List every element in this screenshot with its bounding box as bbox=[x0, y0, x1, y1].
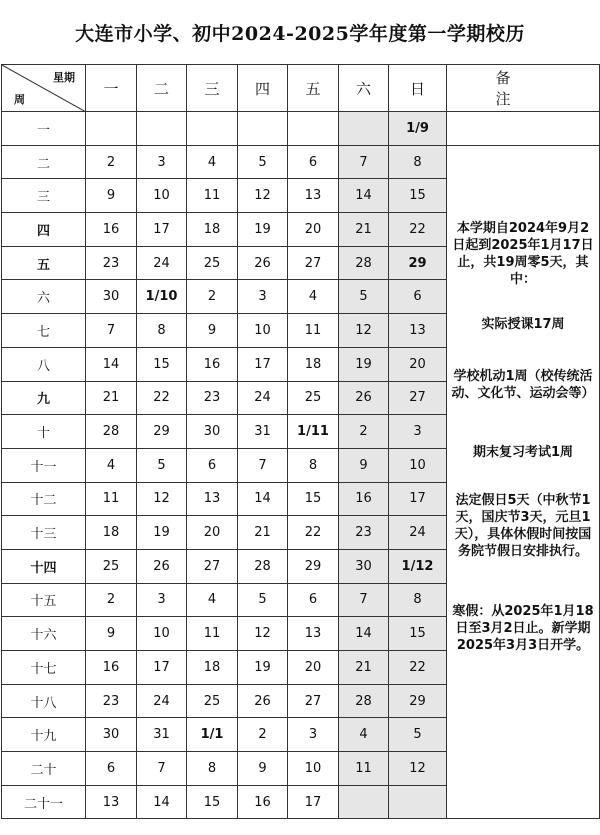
week-number-cell: 十八 bbox=[2, 684, 86, 718]
day-cell: 6 bbox=[86, 752, 137, 786]
day-cell: 4 bbox=[187, 583, 238, 617]
day-cell: 29 bbox=[288, 549, 339, 583]
day-cell: 5 bbox=[389, 718, 447, 752]
day-cell: 15 bbox=[137, 347, 187, 381]
week-number-cell: 七 bbox=[2, 314, 86, 348]
day-cell: 10 bbox=[389, 448, 447, 482]
day-cell: 17 bbox=[137, 213, 187, 247]
day-cell: 18 bbox=[187, 213, 238, 247]
day-cell: 12 bbox=[389, 752, 447, 786]
day-cell: 2 bbox=[86, 583, 137, 617]
day-cell: 18 bbox=[288, 347, 339, 381]
remarks-blank-cell bbox=[447, 112, 600, 146]
day-cell: 26 bbox=[238, 246, 288, 280]
day-cell: 18 bbox=[187, 651, 238, 685]
day-cell: 23 bbox=[339, 516, 389, 550]
day-cell: 6 bbox=[389, 280, 447, 314]
day-cell: 9 bbox=[339, 448, 389, 482]
table-row bbox=[2, 112, 600, 146]
day-cell: 21 bbox=[86, 381, 137, 415]
remark-paragraph: 本学期自2024年9月2日起到2025年1月17日止，共19周零5天，其中： bbox=[452, 220, 594, 287]
week-number-cell: 八 bbox=[2, 347, 86, 381]
day-cell: 23 bbox=[187, 381, 238, 415]
week-number-cell: 十六 bbox=[2, 617, 86, 651]
day-cell: 26 bbox=[339, 381, 389, 415]
day-cell: 31 bbox=[137, 718, 187, 752]
week-number-cell: 十 bbox=[2, 415, 86, 449]
day-cell: 14 bbox=[339, 617, 389, 651]
day-cell: 29 bbox=[137, 415, 187, 449]
day-cell: 8 bbox=[288, 448, 339, 482]
remark-paragraph: 学校机动1周（校传统活动、文化节、运动会等） bbox=[451, 368, 595, 401]
day-cell: 22 bbox=[137, 381, 187, 415]
day-cell: 12 bbox=[339, 314, 389, 348]
day-cell: 7 bbox=[137, 752, 187, 786]
day-header-thu: 四 bbox=[238, 65, 288, 112]
day-cell: 5 bbox=[137, 448, 187, 482]
day-cell: 2 bbox=[86, 145, 137, 179]
day-cell: 1/10 bbox=[137, 280, 187, 314]
day-cell: 24 bbox=[238, 381, 288, 415]
day-cell: 18 bbox=[86, 516, 137, 550]
day-cell: 9 bbox=[238, 752, 288, 786]
day-cell: 1/12 bbox=[389, 549, 447, 583]
day-cell: 30 bbox=[86, 280, 137, 314]
day-cell: 3 bbox=[288, 718, 339, 752]
day-cell: 1/11 bbox=[288, 415, 339, 449]
day-cell: 30 bbox=[339, 549, 389, 583]
remark-paragraph: 寒假：从2025年1月18日至3月2日止。新学期2025年3月3日开学。 bbox=[452, 603, 594, 653]
day-cell: 28 bbox=[339, 684, 389, 718]
day-cell: 31 bbox=[238, 415, 288, 449]
day-cell: 28 bbox=[86, 415, 137, 449]
day-cell: 8 bbox=[389, 145, 447, 179]
day-cell: 12 bbox=[238, 179, 288, 213]
day-cell: 19 bbox=[339, 347, 389, 381]
day-cell bbox=[238, 112, 288, 146]
day-cell: 8 bbox=[137, 314, 187, 348]
day-cell: 8 bbox=[389, 583, 447, 617]
day-cell: 9 bbox=[86, 179, 137, 213]
day-cell: 28 bbox=[339, 246, 389, 280]
day-cell: 20 bbox=[288, 651, 339, 685]
day-cell: 22 bbox=[389, 213, 447, 247]
day-cell: 25 bbox=[187, 684, 238, 718]
remark-paragraph: 实际授课17周 bbox=[481, 316, 565, 332]
day-cell: 21 bbox=[339, 213, 389, 247]
day-cell: 3 bbox=[238, 280, 288, 314]
day-header-wed: 三 bbox=[187, 65, 238, 112]
week-number-cell: 五 bbox=[2, 246, 86, 280]
day-cell: 9 bbox=[86, 617, 137, 651]
week-number-cell: 九 bbox=[2, 381, 86, 415]
day-cell: 27 bbox=[288, 684, 339, 718]
day-cell: 16 bbox=[187, 347, 238, 381]
day-header-sat: 六 bbox=[339, 65, 389, 112]
week-number-cell: 十九 bbox=[2, 718, 86, 752]
day-cell: 27 bbox=[288, 246, 339, 280]
day-cell: 5 bbox=[339, 280, 389, 314]
day-cell: 16 bbox=[86, 651, 137, 685]
day-cell: 22 bbox=[288, 516, 339, 550]
day-cell: 7 bbox=[339, 583, 389, 617]
week-number-cell: 十一 bbox=[2, 448, 86, 482]
day-cell: 6 bbox=[288, 583, 339, 617]
day-cell: 6 bbox=[288, 145, 339, 179]
day-header-fri: 五 bbox=[288, 65, 339, 112]
corner-header bbox=[2, 65, 86, 112]
day-cell: 15 bbox=[288, 482, 339, 516]
day-header-mon: 一 bbox=[86, 65, 137, 112]
day-cell: 10 bbox=[137, 179, 187, 213]
day-cell: 25 bbox=[288, 381, 339, 415]
day-cell: 6 bbox=[187, 448, 238, 482]
day-cell: 17 bbox=[288, 785, 339, 819]
day-cell: 24 bbox=[137, 246, 187, 280]
week-number-cell: 四 bbox=[2, 213, 86, 247]
day-cell: 23 bbox=[86, 684, 137, 718]
day-cell: 5 bbox=[238, 583, 288, 617]
day-cell: 3 bbox=[389, 415, 447, 449]
day-cell: 7 bbox=[339, 145, 389, 179]
day-cell: 19 bbox=[137, 516, 187, 550]
remark-paragraph: 法定假日5天（中秋节1天，国庆节3天，元旦1天），具体休假时间按国务院节假日安排执行。 bbox=[454, 492, 592, 559]
day-cell: 4 bbox=[339, 718, 389, 752]
day-cell: 8 bbox=[187, 752, 238, 786]
day-cell: 22 bbox=[389, 651, 447, 685]
week-number-cell: 二 bbox=[2, 145, 86, 179]
remarks-header: 备 注 bbox=[447, 65, 600, 112]
day-cell: 7 bbox=[86, 314, 137, 348]
remark-paragraph: 期末复习考试1周 bbox=[472, 444, 574, 460]
day-cell: 1/9 bbox=[389, 112, 447, 146]
day-cell: 12 bbox=[137, 482, 187, 516]
day-cell bbox=[339, 785, 389, 819]
day-cell: 2 bbox=[339, 415, 389, 449]
day-cell: 19 bbox=[238, 213, 288, 247]
day-cell: 26 bbox=[238, 684, 288, 718]
day-header-sun: 日 bbox=[389, 65, 447, 112]
day-cell: 30 bbox=[187, 415, 238, 449]
day-cell: 13 bbox=[389, 314, 447, 348]
header-row bbox=[2, 65, 600, 112]
day-cell: 16 bbox=[339, 482, 389, 516]
day-cell: 24 bbox=[389, 516, 447, 550]
day-cell: 14 bbox=[86, 347, 137, 381]
day-cell: 17 bbox=[238, 347, 288, 381]
day-cell: 7 bbox=[238, 448, 288, 482]
week-number-cell: 二十 bbox=[2, 752, 86, 786]
week-number-cell: 十三 bbox=[2, 516, 86, 550]
day-cell: 25 bbox=[187, 246, 238, 280]
week-number-cell: 六 bbox=[2, 280, 86, 314]
day-cell: 26 bbox=[137, 549, 187, 583]
day-cell: 10 bbox=[137, 617, 187, 651]
day-cell: 13 bbox=[288, 179, 339, 213]
day-cell: 27 bbox=[187, 549, 238, 583]
day-cell: 14 bbox=[137, 785, 187, 819]
day-cell: 11 bbox=[339, 752, 389, 786]
day-header-tue: 二 bbox=[137, 65, 187, 112]
day-cell: 2 bbox=[238, 718, 288, 752]
day-cell: 15 bbox=[187, 785, 238, 819]
day-cell bbox=[389, 785, 447, 819]
day-cell: 14 bbox=[339, 179, 389, 213]
day-cell: 24 bbox=[137, 684, 187, 718]
day-cell: 21 bbox=[339, 651, 389, 685]
day-cell: 17 bbox=[137, 651, 187, 685]
calendar-body bbox=[2, 112, 600, 819]
day-cell bbox=[137, 112, 187, 146]
remarks-cell bbox=[447, 145, 600, 819]
day-cell: 13 bbox=[187, 482, 238, 516]
day-cell: 19 bbox=[238, 651, 288, 685]
day-cell: 20 bbox=[187, 516, 238, 550]
day-cell: 20 bbox=[288, 213, 339, 247]
day-cell: 2 bbox=[187, 280, 238, 314]
day-cell bbox=[288, 112, 339, 146]
day-cell: 11 bbox=[187, 617, 238, 651]
day-cell: 27 bbox=[389, 381, 447, 415]
day-cell: 11 bbox=[187, 179, 238, 213]
day-cell: 25 bbox=[86, 549, 137, 583]
day-cell: 4 bbox=[288, 280, 339, 314]
day-cell: 15 bbox=[389, 179, 447, 213]
day-cell: 3 bbox=[137, 145, 187, 179]
day-cell: 23 bbox=[86, 246, 137, 280]
table-row bbox=[2, 145, 600, 179]
corner-weekday-label: 星期 bbox=[53, 71, 75, 84]
week-number-cell: 十二 bbox=[2, 482, 86, 516]
day-cell: 20 bbox=[389, 347, 447, 381]
day-cell: 9 bbox=[187, 314, 238, 348]
day-cell: 11 bbox=[86, 482, 137, 516]
day-cell: 14 bbox=[238, 482, 288, 516]
day-cell: 17 bbox=[389, 482, 447, 516]
day-cell: 21 bbox=[238, 516, 288, 550]
day-cell: 15 bbox=[389, 617, 447, 651]
day-cell: 13 bbox=[288, 617, 339, 651]
week-number-cell: 十五 bbox=[2, 583, 86, 617]
day-cell: 4 bbox=[86, 448, 137, 482]
day-cell: 4 bbox=[187, 145, 238, 179]
day-cell: 16 bbox=[238, 785, 288, 819]
week-number-cell: 二十一 bbox=[2, 785, 86, 819]
corner-week-label: 周 bbox=[14, 93, 25, 106]
day-cell: 1/1 bbox=[187, 718, 238, 752]
day-cell: 3 bbox=[137, 583, 187, 617]
week-number-cell: 三 bbox=[2, 179, 86, 213]
day-cell: 29 bbox=[389, 684, 447, 718]
day-cell: 13 bbox=[86, 785, 137, 819]
day-cell: 5 bbox=[238, 145, 288, 179]
day-cell: 28 bbox=[238, 549, 288, 583]
day-cell: 12 bbox=[238, 617, 288, 651]
day-cell: 30 bbox=[86, 718, 137, 752]
day-cell: 10 bbox=[238, 314, 288, 348]
week-number-cell: 十七 bbox=[2, 651, 86, 685]
day-cell: 10 bbox=[288, 752, 339, 786]
day-cell: 29 bbox=[389, 246, 447, 280]
day-cell bbox=[86, 112, 137, 146]
day-cell: 16 bbox=[86, 213, 137, 247]
day-cell bbox=[339, 112, 389, 146]
day-cell bbox=[187, 112, 238, 146]
week-number-cell: 十四 bbox=[2, 549, 86, 583]
school-calendar-table bbox=[1, 64, 600, 819]
page-title: 大连市小学、初中2024-2025学年度第一学期校历 bbox=[75, 22, 525, 45]
week-number-cell: 一 bbox=[2, 112, 86, 146]
day-cell: 11 bbox=[288, 314, 339, 348]
